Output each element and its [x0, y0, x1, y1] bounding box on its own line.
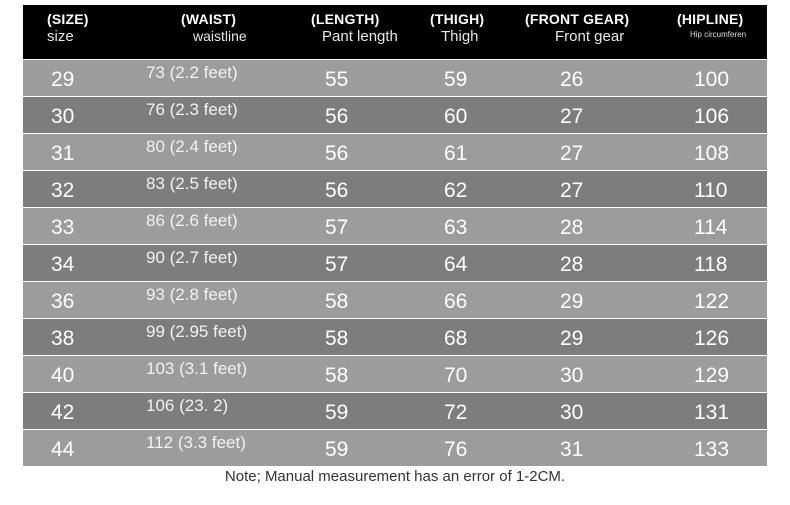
cell-size: 40	[51, 364, 75, 387]
header-length-sub: Pant length	[322, 28, 398, 45]
cell-thigh: 70	[444, 364, 468, 387]
cell-front-gear: 31	[560, 438, 584, 461]
header-front-gear-sub: Front gear	[555, 28, 625, 45]
cell-thigh: 68	[444, 327, 468, 350]
table-row	[23, 244, 767, 281]
cell-thigh: 60	[444, 105, 468, 128]
cell-hipline: 122	[694, 290, 730, 313]
cell-length: 58	[325, 364, 349, 387]
size-chart-table	[23, 5, 767, 466]
cell-front-gear: 26	[560, 68, 584, 91]
header-waist-en: (WAIST)	[181, 11, 237, 27]
cell-length: 59	[325, 401, 349, 424]
cell-front-gear: 30	[560, 364, 584, 387]
cell-thigh: 59	[444, 68, 468, 91]
header-size	[47, 5, 127, 59]
cell-front-gear: 29	[560, 327, 584, 350]
cell-hipline: 129	[694, 364, 730, 387]
cell-front-gear: 28	[560, 216, 584, 239]
cell-hipline: 110	[694, 179, 728, 202]
header-thigh-en: (THIGH)	[430, 11, 485, 27]
table-row	[23, 207, 767, 244]
cell-length: 59	[325, 438, 349, 461]
cell-size: 31	[51, 142, 75, 165]
header-size-en: (SIZE)	[47, 11, 89, 27]
cell-waist: 76 (2.3 feet)	[146, 100, 238, 119]
cell-hipline: 100	[694, 68, 730, 91]
cell-thigh: 62	[444, 179, 468, 202]
cell-front-gear: 27	[560, 179, 584, 202]
cell-length: 56	[325, 142, 349, 165]
cell-waist: 99 (2.95 feet)	[146, 322, 248, 341]
table-row	[23, 355, 767, 392]
cell-front-gear: 27	[560, 105, 584, 128]
cell-thigh: 76	[444, 438, 468, 461]
cell-waist: 103 (3.1 feet)	[146, 359, 248, 378]
cell-size: 34	[51, 253, 75, 276]
cell-thigh: 66	[444, 290, 468, 313]
cell-size: 32	[51, 179, 75, 202]
cell-thigh: 61	[444, 142, 468, 165]
cell-waist: 86 (2.6 feet)	[146, 211, 238, 230]
header-hipline-sub: Hip circumferen	[690, 30, 747, 39]
header-waist-sub: waistline	[193, 28, 247, 44]
cell-waist: 90 (2.7 feet)	[146, 248, 238, 267]
cell-length: 58	[325, 327, 349, 350]
header-length	[311, 5, 421, 59]
cell-length: 58	[325, 290, 349, 313]
cell-waist: 112 (3.3 feet)	[146, 433, 246, 452]
header-hipline-en: (HIPLINE)	[677, 11, 744, 27]
header-front-gear	[525, 5, 655, 59]
cell-length: 56	[325, 179, 349, 202]
table-row	[23, 392, 767, 429]
header-thigh-sub: Thigh	[441, 28, 479, 45]
cell-thigh: 64	[444, 253, 468, 276]
cell-hipline: 114	[694, 216, 728, 239]
cell-waist: 93 (2.8 feet)	[146, 285, 238, 304]
table-row	[23, 170, 767, 207]
cell-size: 29	[51, 68, 75, 91]
header-waist	[181, 5, 291, 59]
cell-waist: 83 (2.5 feet)	[146, 174, 238, 193]
table-row	[23, 59, 767, 96]
header-length-en: (LENGTH)	[311, 11, 380, 27]
table-header	[23, 5, 767, 59]
table-row	[23, 318, 767, 355]
cell-hipline: 133	[694, 438, 730, 461]
cell-size: 38	[51, 327, 75, 350]
header-size-sub: size	[47, 28, 74, 45]
cell-hipline: 131	[694, 401, 730, 424]
cell-length: 55	[325, 68, 349, 91]
cell-size: 33	[51, 216, 75, 239]
header-hipline	[675, 5, 767, 59]
table-row	[23, 281, 767, 318]
cell-length: 57	[325, 253, 349, 276]
cell-front-gear: 29	[560, 290, 584, 313]
cell-thigh: 72	[444, 401, 468, 424]
cell-hipline: 126	[694, 327, 730, 350]
cell-length: 57	[325, 216, 349, 239]
table-row	[23, 133, 767, 170]
cell-size: 30	[51, 105, 75, 128]
measurement-note: Note; Manual measurement has an error of 1-2CM.	[224, 468, 566, 485]
header-front-gear-en: (FRONT GEAR)	[525, 11, 630, 27]
cell-size: 42	[51, 401, 75, 424]
cell-size: 36	[51, 290, 75, 313]
cell-front-gear: 28	[560, 253, 584, 276]
cell-hipline: 108	[694, 142, 730, 165]
cell-waist: 80 (2.4 feet)	[146, 137, 238, 156]
cell-length: 56	[325, 105, 349, 128]
table-row	[23, 429, 767, 466]
header-thigh	[430, 5, 510, 59]
table-row	[23, 96, 767, 133]
cell-front-gear: 30	[560, 401, 584, 424]
cell-waist: 73 (2.2 feet)	[146, 63, 238, 82]
cell-thigh: 63	[444, 216, 468, 239]
cell-hipline: 118	[694, 253, 728, 276]
cell-waist: 106 (23. 2)	[146, 396, 229, 415]
cell-front-gear: 27	[560, 142, 584, 165]
cell-size: 44	[51, 438, 75, 461]
cell-hipline: 106	[694, 105, 730, 128]
table-body	[23, 59, 767, 466]
